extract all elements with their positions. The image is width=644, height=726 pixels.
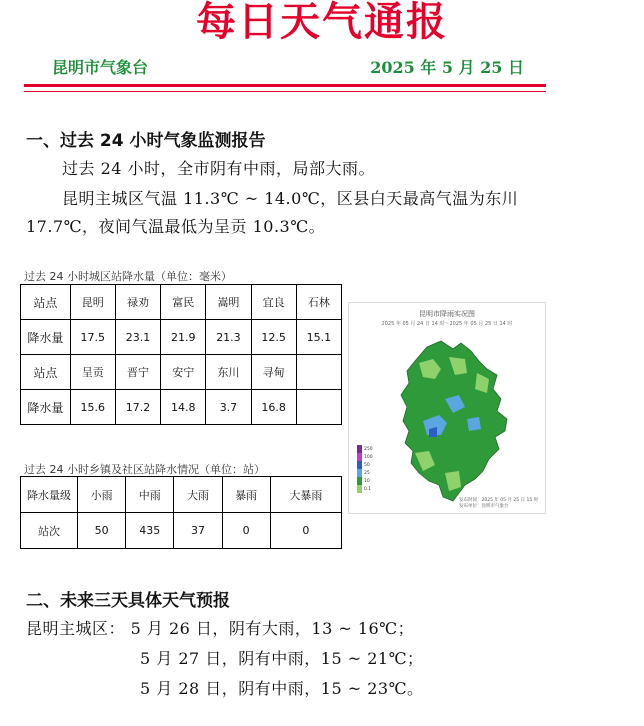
table2-caption: 过去 24 小时乡镇及社区站降水情况（单位：站） xyxy=(24,463,265,476)
table-cell xyxy=(296,355,341,390)
table-cell: 12.5 xyxy=(251,320,296,355)
table-cell: 3.7 xyxy=(206,390,251,425)
table-row xyxy=(21,390,342,425)
table-cell: 宜良 xyxy=(251,285,296,320)
header-rule-thin xyxy=(24,91,546,92)
table-cell: 站次 xyxy=(21,513,78,549)
table-cell xyxy=(296,390,341,425)
city-precip-table xyxy=(20,284,342,425)
legend-swatch xyxy=(357,453,362,461)
table-cell: 15.6 xyxy=(70,390,115,425)
table-cell: 23.1 xyxy=(115,320,160,355)
table1-caption: 过去 24 小时城区站降水量（单位：毫米） xyxy=(24,270,232,283)
map-footer-time: 发布时间：2025 年 05 月 25 日 15 时 xyxy=(459,498,539,503)
table-row xyxy=(21,513,342,549)
map-subtitle: 2025 年 05 月 24 日 14 时～2025 年 05 月 25 日 14 时 xyxy=(381,321,513,327)
table-cell: 14.8 xyxy=(161,390,206,425)
legend-swatch xyxy=(357,469,362,477)
table-cell: 0 xyxy=(222,513,270,549)
section1-paragraph-2: 昆明主城区气温 11.3℃ ~ 14.0℃，区县白天最高气温为东川 xyxy=(62,189,519,208)
table-cell: 435 xyxy=(126,513,174,549)
table-cell: 晋宁 xyxy=(115,355,160,390)
forecast-line-3: 5 月 28 日，阴有中雨，15 ~ 23℃。 xyxy=(140,679,424,698)
table-cell: 降水量 xyxy=(21,390,71,425)
legend-swatch xyxy=(357,485,362,493)
section1-heading: 一、过去 24 小时气象监测报告 xyxy=(26,131,266,151)
table-cell: 21.3 xyxy=(206,320,251,355)
table-cell: 站点 xyxy=(21,355,71,390)
table-cell: 16.8 xyxy=(251,390,296,425)
table-cell: 呈贡 xyxy=(70,355,115,390)
section1-paragraph-3: 17.7℃，夜间气温最低为呈贡 10.3℃。 xyxy=(26,217,326,236)
table-row xyxy=(21,285,342,320)
table-cell: 富民 xyxy=(161,285,206,320)
bureau-name: 昆明市气象台 xyxy=(52,58,149,77)
section2-heading: 二、未来三天具体天气预报 xyxy=(26,591,230,611)
table-cell: 中雨 xyxy=(126,477,174,513)
report-date: 2025 年 5 月 25 日 xyxy=(370,58,524,77)
table-cell: 禄劝 xyxy=(115,285,160,320)
legend-tick: 250 xyxy=(364,447,373,452)
table-cell: 15.1 xyxy=(296,320,341,355)
table-cell: 石林 xyxy=(296,285,341,320)
table-cell: 降水量 xyxy=(21,320,71,355)
table-cell: 50 xyxy=(78,513,126,549)
map-footer-unit: 发布单位：昆明市气象台 xyxy=(459,504,509,509)
legend-swatch xyxy=(357,445,362,453)
table-cell: 17.2 xyxy=(115,390,160,425)
table-cell: 嵩明 xyxy=(206,285,251,320)
table-cell: 小雨 xyxy=(78,477,126,513)
table-row xyxy=(21,355,342,390)
town-precip-table xyxy=(20,476,342,549)
forecast-line-2: 5 月 27 日，阴有中雨，15 ~ 21℃； xyxy=(140,649,424,668)
header-rule-thick xyxy=(24,84,546,87)
rainfall-map xyxy=(348,302,546,514)
section1-paragraph-1: 过去 24 小时，全市阴有中雨，局部大雨。 xyxy=(62,159,376,178)
forecast-line-1: 昆明主城区： 5 月 26 日，阴有大雨，13 ~ 16℃； xyxy=(26,619,415,638)
legend-tick: 25 xyxy=(364,471,370,476)
table-cell: 降水量级 xyxy=(21,477,78,513)
table-cell: 大暴雨 xyxy=(270,477,341,513)
rainfall-map-graphic xyxy=(349,303,545,513)
table-cell: 17.5 xyxy=(70,320,115,355)
map-title: 昆明市降雨实况图 xyxy=(419,310,475,318)
report-title: 每日天气通报 xyxy=(196,0,448,45)
legend-swatch xyxy=(357,461,362,469)
legend-tick: 100 xyxy=(364,455,373,460)
legend-tick: 50 xyxy=(364,463,370,468)
legend-swatch xyxy=(357,477,362,485)
table-cell: 站点 xyxy=(21,285,71,320)
table-cell: 37 xyxy=(174,513,222,549)
legend-tick: 10 xyxy=(364,479,370,484)
table-row xyxy=(21,320,342,355)
legend-tick: 0.1 xyxy=(364,487,372,492)
table-cell: 21.9 xyxy=(161,320,206,355)
table-cell: 0 xyxy=(270,513,341,549)
table-cell: 寻甸 xyxy=(251,355,296,390)
table-row xyxy=(21,477,342,513)
table-cell: 东川 xyxy=(206,355,251,390)
map-patch xyxy=(467,417,481,431)
table-cell: 安宁 xyxy=(161,355,206,390)
table-cell: 暴雨 xyxy=(222,477,270,513)
table-cell: 昆明 xyxy=(70,285,115,320)
table-cell: 大雨 xyxy=(174,477,222,513)
